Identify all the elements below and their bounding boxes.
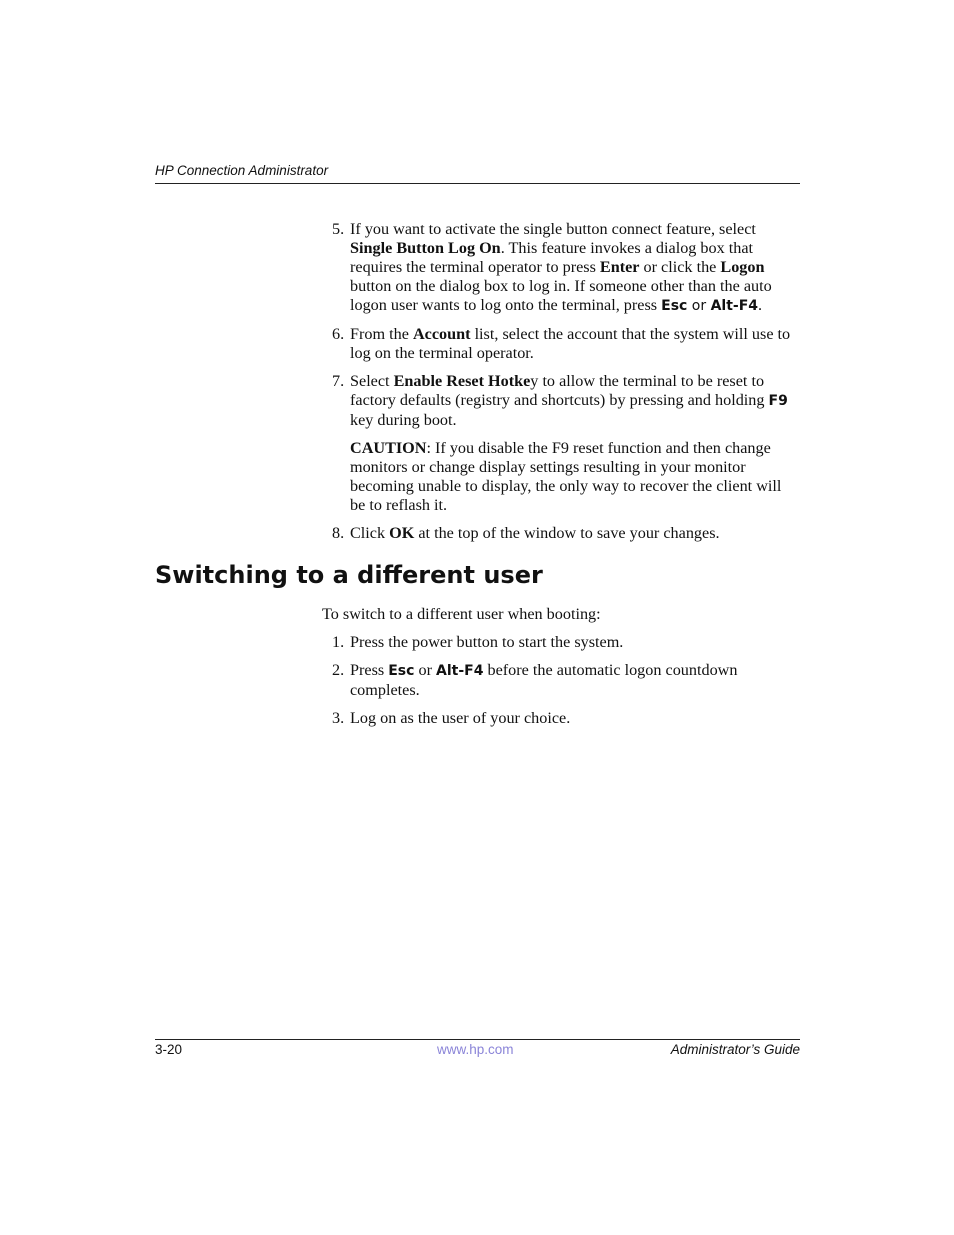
section-intro: To switch to a different user when booting: (322, 605, 601, 623)
bold-term: Enter (599, 258, 640, 276)
header-rule (155, 183, 800, 184)
step-text: . This feature invokes a dialog box that requires the terminal operator to press (350, 239, 754, 276)
key-name: Alt-F4 (710, 298, 759, 314)
caution-text: : If you disable the F9 reset function and then change monitors or change display settings resulting in your monitor becoming unable to display, the only way to recover the client will be to reflash it. (350, 439, 782, 514)
step-text: If you want to activate the single button connect feature, select (350, 220, 756, 238)
running-header: HP Connection Administrator (155, 163, 329, 178)
step-text: at the top of the window to save your changes. (414, 524, 720, 542)
step-number: 7. (332, 372, 345, 390)
caution-note (350, 439, 800, 515)
step-text: From the (350, 325, 413, 343)
step-text: or click the (639, 258, 721, 276)
list-item (322, 661, 800, 700)
step-text: list, select the account that the system will use to log on the terminal operator. (350, 325, 791, 362)
step-number: 2. (332, 661, 345, 679)
key-name: Esc (661, 298, 688, 314)
key-separator: or (687, 298, 711, 314)
steps-list (322, 220, 800, 552)
step-text: before the automatic logon countdown completes. (350, 661, 738, 699)
step-text: y to allow the terminal to be reset to factory defaults (registry and shortcuts) by pressing and holding (350, 372, 769, 409)
list-item (322, 325, 800, 363)
section-heading: Switching to a different user (155, 561, 543, 589)
step-text: Press the power button to start the system. (350, 633, 624, 651)
list-item (322, 709, 800, 728)
bold-term: Single Button Log On (350, 239, 501, 257)
key-name: Alt-F4 (436, 663, 484, 679)
step-text: Select (350, 372, 394, 390)
steps-list (322, 633, 800, 737)
step-text: Log on as the user of your choice. (350, 709, 571, 727)
page-number: 3-20 (155, 1042, 183, 1057)
step-number: 3. (332, 709, 345, 727)
step-text: key during boot. (350, 411, 457, 429)
caution-label: CAUTION (350, 439, 427, 457)
step-text: button on the dialog box to log in. If someone other than the auto logon user wants to log onto the terminal, press (350, 277, 772, 314)
footer-rule (155, 1039, 800, 1040)
bold-term: Logon (720, 258, 765, 276)
step-text: Press (350, 661, 389, 679)
list-item (322, 372, 800, 515)
step-number: 1. (332, 633, 345, 651)
step-number: 5. (332, 220, 345, 238)
bold-term: Enable Reset Hotke (393, 372, 531, 390)
bold-term: OK (389, 524, 415, 542)
key-name: Esc (388, 663, 415, 679)
step-text: Click (350, 524, 390, 542)
key-name: F9 (768, 393, 788, 409)
step-text: or (414, 661, 437, 679)
list-item (322, 524, 800, 543)
step-number: 8. (332, 524, 345, 542)
guide-title: Administrator’s Guide (670, 1042, 800, 1057)
step-text: . (758, 296, 763, 314)
bold-term: Account (412, 325, 471, 343)
step-number: 6. (332, 325, 345, 343)
list-item (322, 633, 800, 652)
website-link[interactable]: www.hp.com (437, 1042, 514, 1057)
list-item (322, 220, 800, 316)
